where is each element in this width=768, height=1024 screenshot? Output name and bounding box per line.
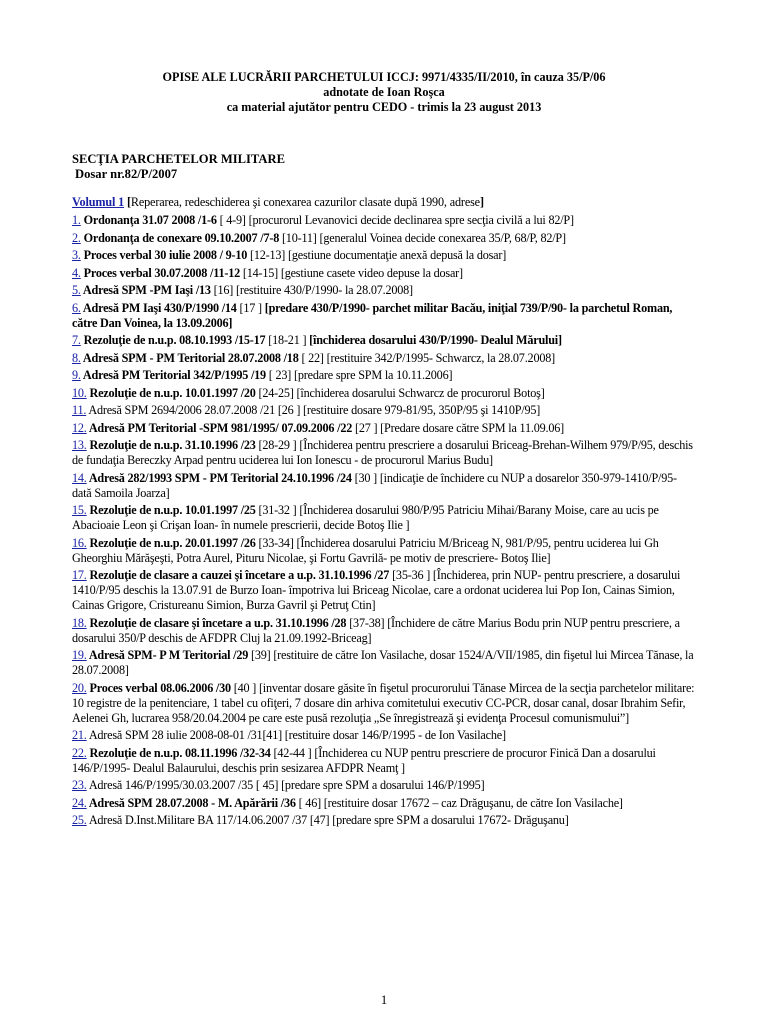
entry-description: Adresă SPM 28 iulie 2008-08-01 /31[41] [restituire dosar 146/P/1995 - de Ion Vasilache] xyxy=(86,728,506,742)
entry-bold-note: [predare 430/P/1990- parchet militar Bacău, iniţial 739/P/90- la parchetul Roman, către Dan Voinea, la 13.09.2006] xyxy=(72,300,673,330)
entry-description: [30 ] [indicaţie de închidere cu NUP a dosarelor 350-979-1410/P/95- dată Samoila Joarza] xyxy=(72,470,677,500)
section-heading xyxy=(72,152,285,182)
list-item xyxy=(72,368,698,383)
entry-number-link[interactable]: 17. xyxy=(72,568,87,582)
entry-title: Adresă SPM 28.07.2008 - M. Apărării /36 xyxy=(86,795,296,810)
entry-description: [27 ] [Predare dosare către SPM la 11.09.06] xyxy=(352,420,564,435)
entry-number-link[interactable]: 20. xyxy=(72,680,87,695)
entry-description: [42-44 ] [Închiderea cu NUP pentru prescriere de procuror Finică Dan a dosarului 146/P/1995- Dealul Balaurului, deschis prin sesizarea AFDPR Neamţ ] xyxy=(72,745,656,775)
entry-description: [40 ] [inventar dosare găsite în fişetul procurorului Tănase Mircea de la secţia parchetelor militare: 10 registre de la penitenciare, 1 tabel cu ofiţeri, 7 dosare din arhiva comitetului executiv CC-PCR, dosar canal, dosar Ibrahim Sefir, Aelenei Gh, lucrarea 958/20.04.2004 pe care este pusă rezoluţia „Se înregistrează şi evidenţa Procesul comunismului”] xyxy=(72,680,695,725)
entry-number-link[interactable]: 19. xyxy=(72,648,87,662)
entry-number-link[interactable]: 5. xyxy=(72,283,81,297)
list-item xyxy=(72,796,698,811)
list-item xyxy=(72,403,698,418)
entry-title: Adresă SPM - PM Teritorial 28.07.2008 /18 xyxy=(80,350,299,365)
entry-description: [31-32 ] [Închiderea dosarului 980/P/95 Patriciu Mihai/Barany Moise, care au ucis pe Abacioaie Leon şi Crişan Ioan- în numele prescrierii, decide Botoş Ilie ] xyxy=(72,503,659,532)
list-item xyxy=(72,231,698,246)
entry-number-link[interactable]: 24. xyxy=(72,795,87,810)
entry-number-link[interactable]: 11. xyxy=(72,403,87,417)
entries-list xyxy=(72,213,698,831)
entry-title: Rezoluţie de n.u.p. 08.11.1996 /32-34 xyxy=(86,745,271,760)
entry-number-link[interactable]: 23. xyxy=(72,778,87,792)
list-item xyxy=(72,778,698,793)
entry-title: Adresă PM Iaşi 430/P/1990 /14 xyxy=(80,300,237,315)
entry-number-link[interactable]: 22. xyxy=(72,745,87,760)
entry-title: Proces verbal 30 iulie 2008 / 9-10 xyxy=(80,248,248,262)
entry-number-link[interactable]: 8. xyxy=(72,350,81,365)
entry-number-link[interactable]: 21. xyxy=(72,728,87,742)
entry-title: Rezoluţie de n.u.p. 20.01.1997 /26 xyxy=(86,535,256,550)
list-item xyxy=(72,746,698,776)
entry-description: [39] [restituire de către Ion Vasilache, dosar 1524/A/VII/1985, din fişetul lui Mircea Tănase, la 28.07.2008] xyxy=(72,648,694,677)
entry-number-link[interactable]: 3. xyxy=(72,248,81,262)
document-header xyxy=(72,70,696,115)
entry-description: [10-11] [generalul Voinea decide conexarea 35/P, 68/P, 82/P] xyxy=(279,230,566,245)
volume-heading xyxy=(72,195,484,210)
header-line-1: OPISE ALE LUCRĂRII PARCHETULUI ICCJ: 9971/4335/II/2010, în cauza 35/P/06 xyxy=(162,70,606,84)
entry-title: Ordonanţa de conexare 09.10.2007 /7-8 xyxy=(80,230,280,245)
entry-title: Rezoluţie de n.u.p. 10.01.1997 /25 xyxy=(86,503,256,517)
entry-number-link[interactable]: 1. xyxy=(72,213,81,227)
entry-number-link[interactable]: 14. xyxy=(72,470,87,485)
entry-description: [12-13] [gestiune documentaţie anexă depusă la dosar] xyxy=(247,248,507,262)
list-item xyxy=(72,386,698,401)
entry-title: Adresă 282/1993 SPM - PM Teritorial 24.10.1996 /24 xyxy=(86,470,352,485)
entry-title: Adresă PM Teritorial -SPM 981/1995/ 07.09.2006 /22 xyxy=(86,420,353,435)
entry-description: [ 4-9] [procurorul Levanovici decide declinarea spre secţia civilă a lui 82/P] xyxy=(216,213,574,227)
entry-description: Adresă SPM 2694/2006 28.07.2008 /21 [26 ] [restituire dosare 979-81/95, 350P/95 şi 1410P/95] xyxy=(86,403,541,417)
list-item xyxy=(72,568,698,613)
entry-number-link[interactable]: 18. xyxy=(72,615,87,630)
list-item xyxy=(72,728,698,743)
entry-title: Rezoluţie de n.u.p. 08.10.1993 /15-17 xyxy=(80,333,266,347)
entry-description: Adresă D.Inst.Militare BA 117/14.06.2007 /37 [47] [predare spre SPM a dosarului 17672- Drăguşanu] xyxy=(86,813,569,827)
list-item xyxy=(72,471,698,501)
list-item xyxy=(72,248,698,263)
entry-bold-note: [închiderea dosarului 430/P/1990- Dealul Mărului] xyxy=(309,333,562,347)
list-item xyxy=(72,681,698,726)
entry-title: Proces verbal 30.07.2008 /11-12 xyxy=(80,265,240,280)
list-item xyxy=(72,648,698,678)
entry-title: Adresă SPM -PM Iaşi /13 xyxy=(80,283,211,297)
entry-title: Ordonanţa 31.07 2008 /1-6 xyxy=(80,213,217,227)
entry-title: Proces verbal 08.06.2006 /30 xyxy=(86,680,231,695)
list-item xyxy=(72,536,698,566)
entry-title: Rezoluţie de n.u.p. 10.01.1997 /20 xyxy=(86,385,256,400)
entry-description: [ 46] [restituire dosar 17672 – caz Drăguşanu, de către Ion Vasilache] xyxy=(295,795,623,810)
list-item xyxy=(72,438,698,468)
volume-description: Reperarea, redeschiderea şi conexarea cazurilor clasate după 1990, adrese xyxy=(130,195,480,209)
entry-number-link[interactable]: 15. xyxy=(72,503,87,517)
entry-title: Rezoluţie de clasare a cauzei şi încetare a u.p. 31.10.1996 /27 xyxy=(86,568,390,582)
entry-description: [33-34] [Închiderea dosarului Patriciu M/Briceag N, 981/P/95, pentru uciderea lui Gh Gheorghiu Mărăşeşti, Potra Aurel, Pituru Nicolae, şi Fortu Gavrilă- pe motiv de prescriere- Botoş Ilie] xyxy=(72,535,659,565)
list-item xyxy=(72,283,698,298)
entry-description: [35-36 ] [Închiderea, prin NUP- pentru prescriere, a dosarului 1410/P/95 deschis la 13.07.91 de Burzo Ioan- împotriva lui Briceag Nicolae, care a ordonat uciderea lui Pop Ion, Cainas Simion, Cainas Grigore, Cristureanu Simion, Burza Gavril şi Petruţ Ctin] xyxy=(72,568,681,612)
entry-number-link[interactable]: 10. xyxy=(72,385,87,400)
entry-description: [ 22] [restituire 342/P/1995- Schwarcz, la 28.07.2008] xyxy=(298,350,555,365)
list-item xyxy=(72,616,698,646)
entry-description: [17 ] xyxy=(236,300,265,315)
entry-description: [ 23] [predare spre SPM la 10.11.2006] xyxy=(265,368,453,382)
entry-number-link[interactable]: 2. xyxy=(72,230,81,245)
entry-title: Rezoluţie de clasare şi încetare a u.p. 31.10.1996 /28 xyxy=(86,615,347,630)
volume-close-bracket: ] xyxy=(479,195,484,209)
entry-number-link[interactable]: 9. xyxy=(72,368,81,382)
entry-description: [28-29 ] [Închiderea pentru prescriere a dosarului Briceag-Brehan-Wilhem 979/P/95, deschis de fundaţia Bereczky Arpad pentru uciderea lui Ion Ionescu - de procurorul Marius Budu] xyxy=(72,438,693,467)
list-item xyxy=(72,421,698,436)
list-item xyxy=(72,813,698,828)
list-item xyxy=(72,301,698,331)
entry-description: [14-15] [gestiune casete video depuse la dosar] xyxy=(240,265,463,280)
entry-number-link[interactable]: 7. xyxy=(72,333,81,347)
volume-open-bracket: [ xyxy=(126,195,131,209)
list-item xyxy=(72,213,698,228)
list-item xyxy=(72,266,698,281)
page-number: 1 xyxy=(380,993,388,1007)
entry-number-link[interactable]: 12. xyxy=(72,420,87,435)
volume-link[interactable]: Volumul 1 xyxy=(72,195,125,209)
entry-title: Adresă PM Teritorial 342/P/1995 /19 xyxy=(80,368,266,382)
entry-number-link[interactable]: 25. xyxy=(72,813,87,827)
entry-number-link[interactable]: 16. xyxy=(72,535,87,550)
list-item xyxy=(72,503,698,533)
list-item xyxy=(72,333,698,348)
entry-number-link[interactable]: 4. xyxy=(72,265,81,280)
dosar-number: Dosar nr.82/P/2007 xyxy=(75,167,178,181)
entry-number-link[interactable]: 6. xyxy=(72,300,81,315)
list-item xyxy=(72,351,698,366)
entry-description: [37-38] [Închidere de către Marius Bodu prin NUP pentru prescriere, a dosarului 350/P deschis de AFDPR Cluj la 21.09.1992-Briceag] xyxy=(72,615,680,645)
entry-number-link[interactable]: 13. xyxy=(72,438,87,452)
entry-title: Adresă SPM- P M Teritorial /29 xyxy=(86,648,249,662)
entry-description: [24-25] [închiderea dosarului Schwarcz de procurorul Botoş] xyxy=(255,385,545,400)
section-title: SECŢIA PARCHETELOR MILITARE xyxy=(72,152,285,166)
header-line-2: adnotate de Ioan Roşca xyxy=(323,85,445,99)
header-line-3: ca material ajutător pentru CEDO - trimis la 23 august 2013 xyxy=(226,100,542,114)
entry-description: [16] [restituire 430/P/1990- la 28.07.2008] xyxy=(210,283,413,297)
entry-description: [18-21 ] xyxy=(265,333,310,347)
entry-description: Adresă 146/P/1995/30.03.2007 /35 [ 45] [predare spre SPM a dosarului 146/P/1995] xyxy=(86,778,485,792)
entry-title: Rezoluţie de n.u.p. 31.10.1996 /23 xyxy=(86,438,256,452)
